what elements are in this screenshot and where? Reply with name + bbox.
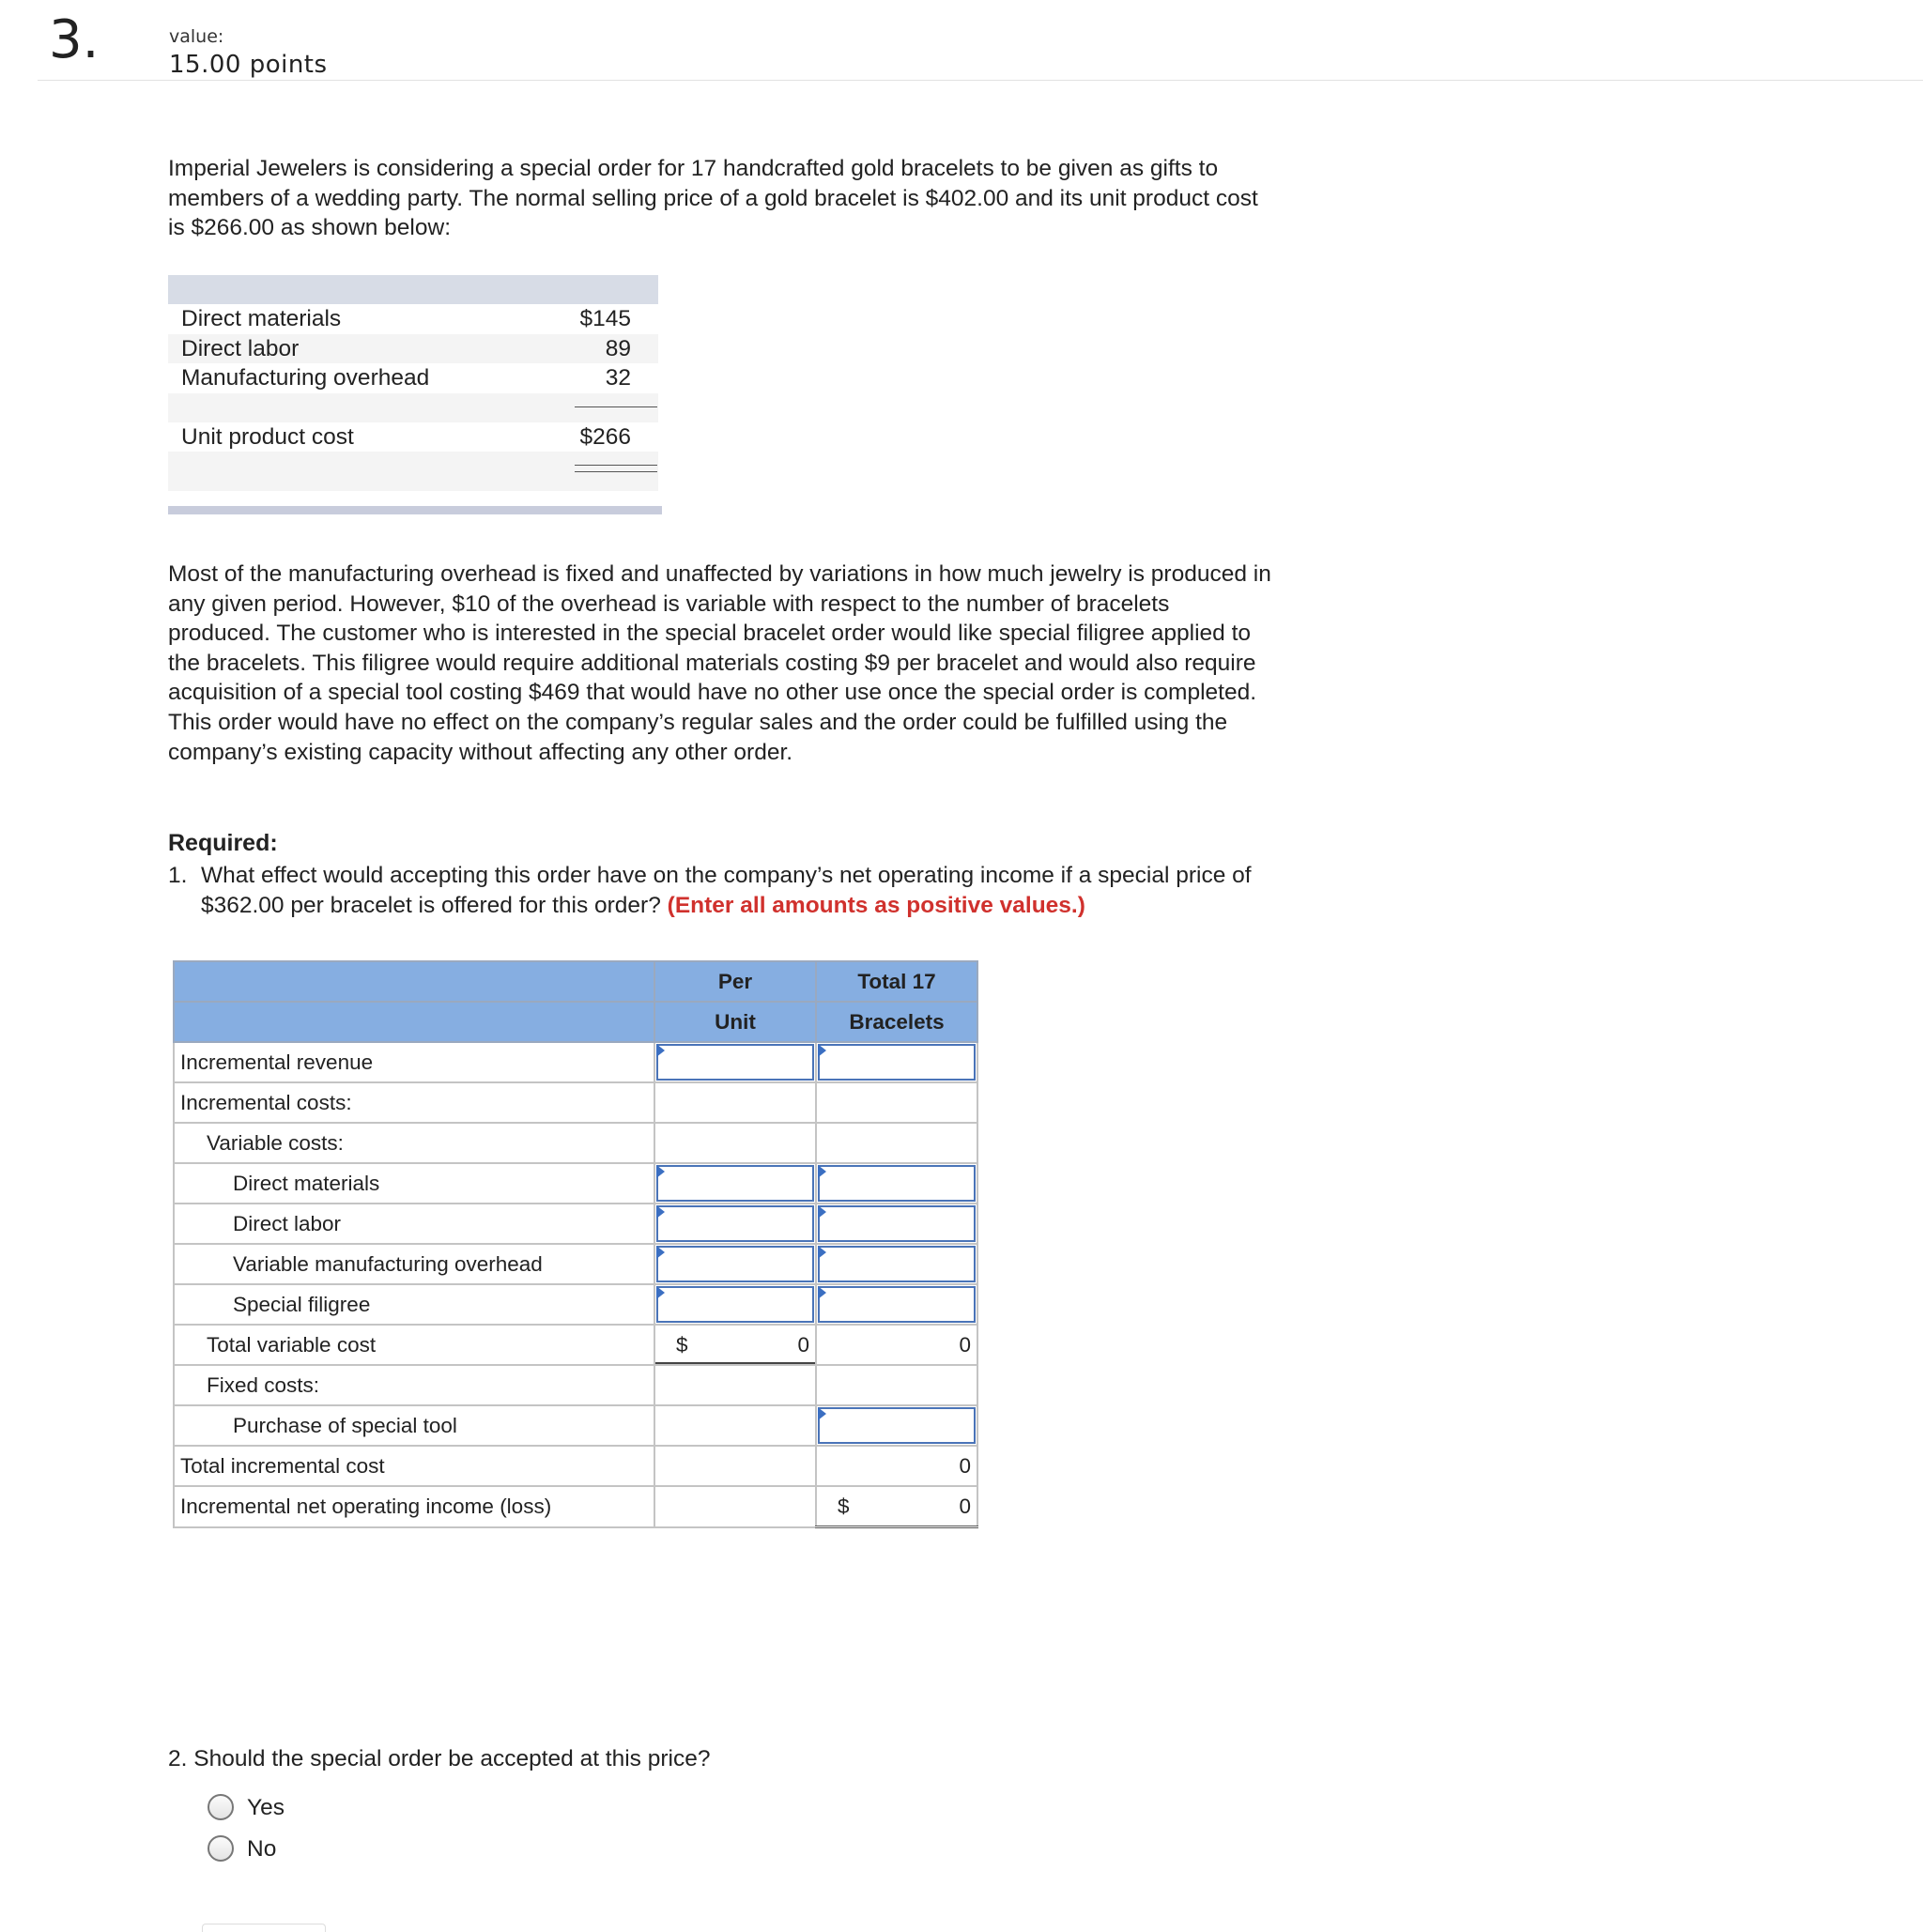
direct-labor-per-unit-input[interactable] xyxy=(656,1205,814,1242)
header-per-unit: Per xyxy=(654,961,816,1002)
total-variable-per-unit-value: 0 xyxy=(797,1333,809,1357)
row-label: Total incremental cost xyxy=(174,1446,654,1486)
currency-symbol: $ xyxy=(676,1333,688,1357)
table-row xyxy=(174,1325,977,1365)
header-divider xyxy=(38,80,1923,81)
header-label-cell xyxy=(174,961,654,1002)
header-label-cell xyxy=(174,1002,654,1042)
table-row xyxy=(174,1204,977,1244)
table-header-row xyxy=(174,961,977,1002)
cost-spacer-row xyxy=(168,393,658,422)
table-header-row xyxy=(174,1002,977,1042)
table-row xyxy=(174,1082,977,1123)
incremental-analysis-table xyxy=(173,960,978,1528)
question-1-text: What effect would accepting this order have on the company’s net operating income if a special price of $362.00 per bracelet is offered for this order? xyxy=(201,863,1252,918)
row-label: Direct materials xyxy=(174,1163,654,1204)
radio-yes[interactable] xyxy=(208,1794,234,1820)
question-number: 3. xyxy=(49,9,100,70)
row-label: Total variable cost xyxy=(174,1325,654,1365)
direct-materials-total-input[interactable] xyxy=(818,1165,976,1202)
table-row xyxy=(174,1123,977,1163)
variable-overhead-total-input[interactable] xyxy=(818,1246,976,1282)
header-total: Total 17 xyxy=(816,961,977,1002)
subtotal-rule xyxy=(575,406,657,407)
cost-total-row xyxy=(168,422,658,452)
question-2-text: 2. Should the special order be accepted at this price? xyxy=(168,1746,711,1771)
table-row xyxy=(174,1163,977,1204)
cost-row-value: $145 xyxy=(579,306,631,331)
row-label: Variable manufacturing overhead xyxy=(174,1244,654,1284)
row-label: Incremental costs: xyxy=(174,1082,654,1123)
header-total: Bracelets xyxy=(816,1002,977,1042)
row-label: Special filigree xyxy=(174,1284,654,1325)
row-label: Variable costs: xyxy=(174,1123,654,1163)
table-row xyxy=(174,1446,977,1486)
total-variable-total-cell xyxy=(816,1325,977,1365)
row-label: Fixed costs: xyxy=(174,1365,654,1405)
currency-symbol: $ xyxy=(838,1495,850,1518)
question-1-number: 1. xyxy=(168,863,188,888)
special-filigree-per-unit-input[interactable] xyxy=(656,1286,814,1323)
noi-total-cell xyxy=(816,1486,977,1527)
table-row xyxy=(174,1284,977,1325)
cost-row-value: 32 xyxy=(605,365,631,391)
revenue-total-input[interactable] xyxy=(818,1044,976,1081)
cost-table-header xyxy=(168,275,658,304)
direct-materials-per-unit-input[interactable] xyxy=(656,1165,814,1202)
cost-total-value: $266 xyxy=(579,423,631,450)
total-variable-total-value: 0 xyxy=(959,1333,971,1357)
cost-row-label: Manufacturing overhead xyxy=(181,365,430,391)
partial-button[interactable] xyxy=(202,1924,326,1932)
row-label: Purchase of special tool xyxy=(174,1405,654,1446)
radio-no[interactable] xyxy=(208,1835,234,1862)
unit-cost-table xyxy=(168,275,658,491)
total-double-rule xyxy=(575,465,657,466)
table-row xyxy=(174,1365,977,1405)
value-label: value: xyxy=(169,26,224,47)
row-label: Incremental net operating income (loss) xyxy=(174,1486,654,1527)
details-paragraph: Most of the manufacturing overhead is fixed and unaffected by variations in how much jewelry is produced in any given period. However, $10 of the overhead is variable with respect to the number of bracelets produced. The customer who is interested in the special bracelet order would like special filigree applied to the bracelets. This filigree would require additional materials costing $9 per bracelet and would also require acquisition of a special tool costing $469 that would have no other use once the special order is completed. This order would have no effect on the company’s regular sales and the order could be fulfilled using the company’s existing capacity without affecting any other order. xyxy=(168,561,1271,765)
cost-row-label: Direct labor xyxy=(181,335,300,361)
cost-row xyxy=(168,334,658,364)
cost-row-value: 89 xyxy=(605,335,631,361)
total-variable-per-unit-cell xyxy=(654,1325,816,1365)
row-label: Direct labor xyxy=(174,1204,654,1244)
revenue-per-unit-input[interactable] xyxy=(656,1044,814,1081)
question-1-note: (Enter all amounts as positive values.) xyxy=(667,892,1085,918)
table-row xyxy=(174,1486,977,1527)
points-value: 15.00 points xyxy=(169,51,328,79)
total-incremental-cost-cell xyxy=(816,1446,977,1486)
table-row xyxy=(174,1042,977,1082)
header-per-unit: Unit xyxy=(654,1002,816,1042)
cost-total-label: Unit product cost xyxy=(181,423,354,450)
table-row xyxy=(174,1244,977,1284)
special-filigree-total-input[interactable] xyxy=(818,1286,976,1323)
special-tool-total-input[interactable] xyxy=(818,1407,976,1444)
variable-overhead-per-unit-input[interactable] xyxy=(656,1246,814,1282)
direct-labor-total-input[interactable] xyxy=(818,1205,976,1242)
noi-total-value: 0 xyxy=(959,1495,971,1518)
cost-row xyxy=(168,304,658,334)
required-heading: Required: xyxy=(168,830,278,856)
cost-table-footer xyxy=(168,506,662,514)
table-row xyxy=(174,1405,977,1446)
radio-yes-label[interactable]: Yes xyxy=(247,1795,285,1820)
cost-row xyxy=(168,363,658,393)
radio-no-label[interactable]: No xyxy=(247,1836,277,1862)
total-double-rule xyxy=(575,471,657,472)
row-label: Incremental revenue xyxy=(174,1042,654,1082)
intro-paragraph: Imperial Jewelers is considering a special order for 17 handcrafted gold bracelets to be given as gifts to members of a wedding party. The normal selling price of a gold bracelet is $402.00 and its unit product cost is $266.00 as shown below: xyxy=(168,156,1258,241)
cost-row-label: Direct materials xyxy=(181,306,342,331)
total-incremental-cost-value: 0 xyxy=(959,1454,971,1478)
